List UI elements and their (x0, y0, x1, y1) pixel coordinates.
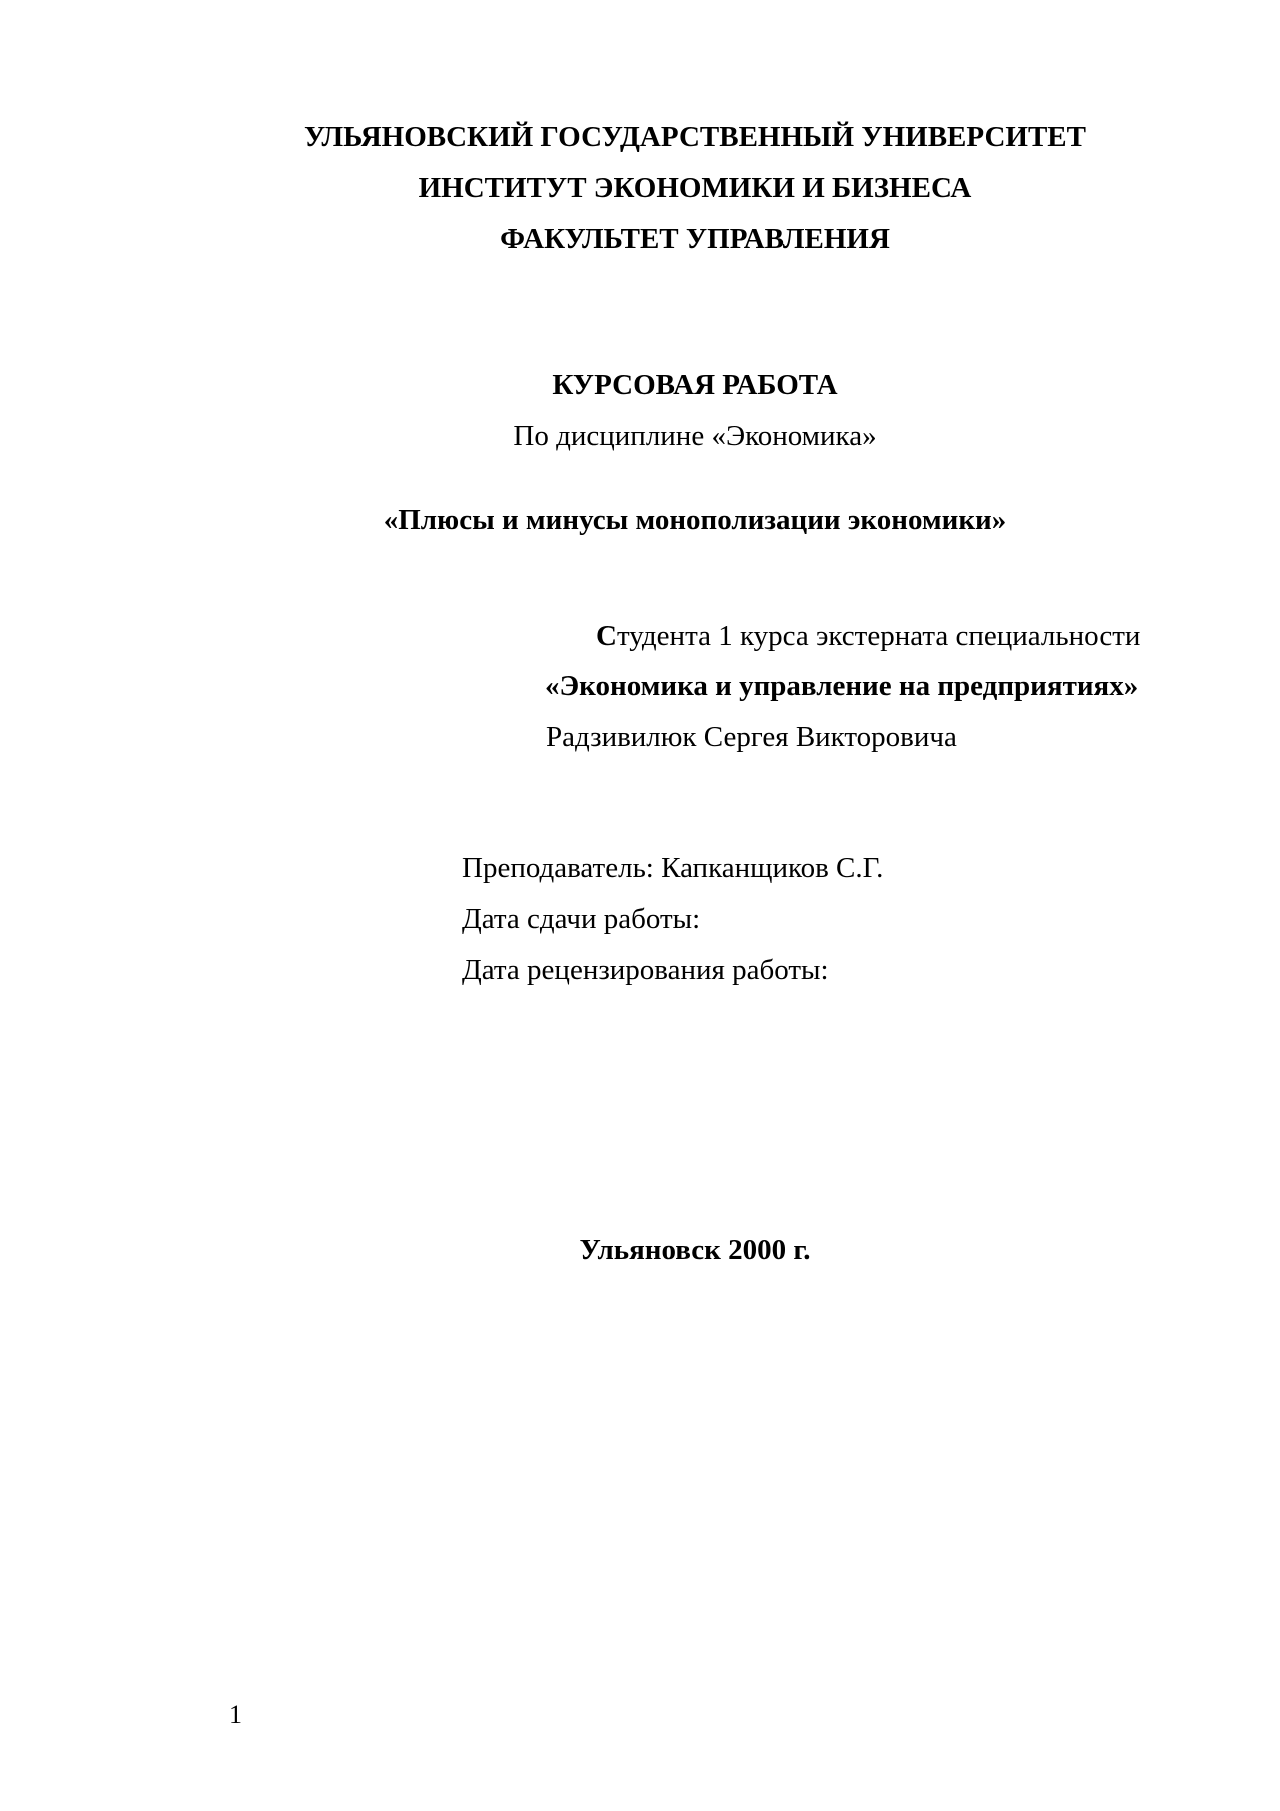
discipline: По дисциплине «Экономика» (513, 420, 877, 452)
student-specialty: «Экономика и управление на предприятиях» (545, 670, 1139, 702)
work-type: КУРСОВАЯ РАБОТА (552, 369, 838, 401)
page-number: 1 (229, 1700, 242, 1729)
university-name: УЛЬЯНОВСКИЙ ГОСУДАРСТВЕННЫЙ УНИВЕРСИТЕТ (304, 121, 1086, 153)
teacher-line: Преподаватель: Капканщиков С.Г. (462, 852, 884, 884)
institute-name: ИНСТИТУТ ЭКОНОМИКИ И БИЗНЕСА (418, 172, 972, 204)
student-line (596, 619, 1140, 653)
work-topic: «Плюсы и минусы монополизации экономики» (383, 504, 1007, 536)
city-year: Ульяновск 2000 г. (579, 1234, 811, 1266)
student-course-text: тудента 1 курса экстерната специальности (616, 620, 1141, 652)
student-name: Радзивилюк Сергея Викторовича (546, 721, 957, 753)
faculty-name: ФАКУЛЬТЕТ УПРАВЛЕНИЯ (500, 223, 890, 255)
student-initial-letter: С (596, 620, 617, 652)
review-date-line: Дата рецензирования работы: (462, 954, 829, 986)
submission-date-line: Дата сдачи работы: (462, 903, 701, 935)
